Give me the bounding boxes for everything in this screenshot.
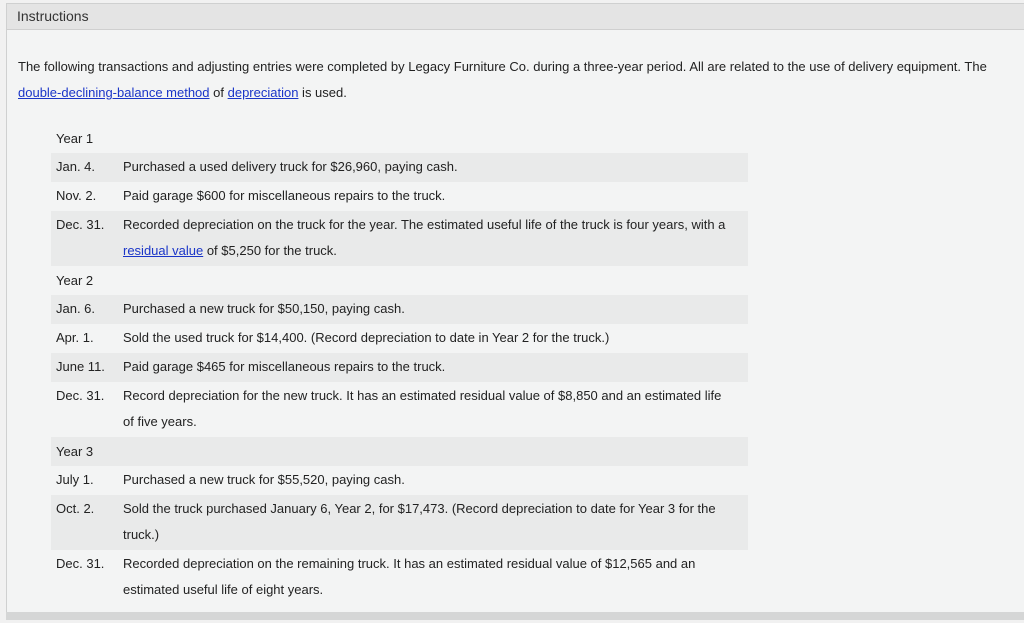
- panel-header: Instructions: [7, 4, 1024, 30]
- transaction-date: Jan. 6.: [56, 301, 96, 316]
- link-double-declining-balance[interactable]: double-declining-balance method: [18, 85, 210, 100]
- link-residual-value[interactable]: residual value: [123, 243, 204, 258]
- instructions-panel: [6, 3, 1024, 616]
- transaction-date: Oct. 2.: [56, 501, 95, 516]
- intro-text-end: is used.: [298, 85, 347, 100]
- intro-text: The following transactions and adjusting entries were completed by Legacy Furniture Co. during a three-year period. All are related to the use of delivery equipment. The: [18, 59, 987, 74]
- transaction-text: Purchased a new truck for $50,150, paying cash.: [123, 301, 405, 316]
- transaction-date: Dec. 31.: [56, 217, 105, 232]
- transaction-text: Purchased a new truck for $55,520, paying cash.: [123, 472, 405, 487]
- transaction-text-part: of $5,250 for the truck.: [203, 243, 337, 258]
- transaction-text: Purchased a used delivery truck for $26,960, paying cash.: [123, 159, 458, 174]
- link-depreciation[interactable]: depreciation: [227, 85, 299, 100]
- transaction-text: Sold the truck purchased January 6, Year 2, for $17,473. (Record depreciation to date for Year 3 for the truck.): [123, 501, 716, 542]
- transaction-text-part: Recorded depreciation on the truck for the year. The estimated useful life of the truck is four years, with a: [123, 217, 726, 232]
- transaction-text: Paid garage $465 for miscellaneous repairs to the truck.: [123, 359, 446, 374]
- transaction-date: Nov. 2.: [56, 188, 97, 203]
- transaction-date: July 1.: [56, 472, 94, 487]
- year-heading: Year 3: [51, 437, 748, 466]
- year-heading: Year 2: [56, 273, 94, 288]
- year-heading: Year 1: [56, 131, 94, 146]
- transaction-text: [123, 205, 748, 264]
- transactions-list: [51, 124, 748, 605]
- intro-paragraph: [18, 54, 1018, 106]
- transaction-date: June 11.: [56, 359, 105, 374]
- bottom-scroll-track: [6, 612, 1024, 620]
- transaction-text: Recorded depreciation on the remaining truck. It has an estimated residual value of $12,565 and an estimated useful life of eight years.: [123, 556, 696, 597]
- transaction-row: [51, 211, 748, 266]
- transaction-row: [51, 550, 748, 605]
- transaction-text: Sold the used truck for $14,400. (Record depreciation to date in Year 2 for the truck.): [123, 330, 610, 345]
- intro-text-mid: of: [209, 85, 228, 100]
- transaction-text: Record depreciation for the new truck. It has an estimated residual value of $8,850 and an estimated life of five years.: [123, 388, 722, 429]
- transaction-date: Jan. 4.: [56, 159, 96, 174]
- transaction-row: [51, 495, 748, 550]
- transaction-text: Paid garage $600 for miscellaneous repairs to the truck.: [123, 188, 446, 203]
- transaction-date: Dec. 31.: [56, 388, 105, 403]
- transaction-date: Dec. 31.: [56, 556, 105, 571]
- transaction-date: Apr. 1.: [56, 330, 94, 345]
- transaction-row: [51, 382, 748, 437]
